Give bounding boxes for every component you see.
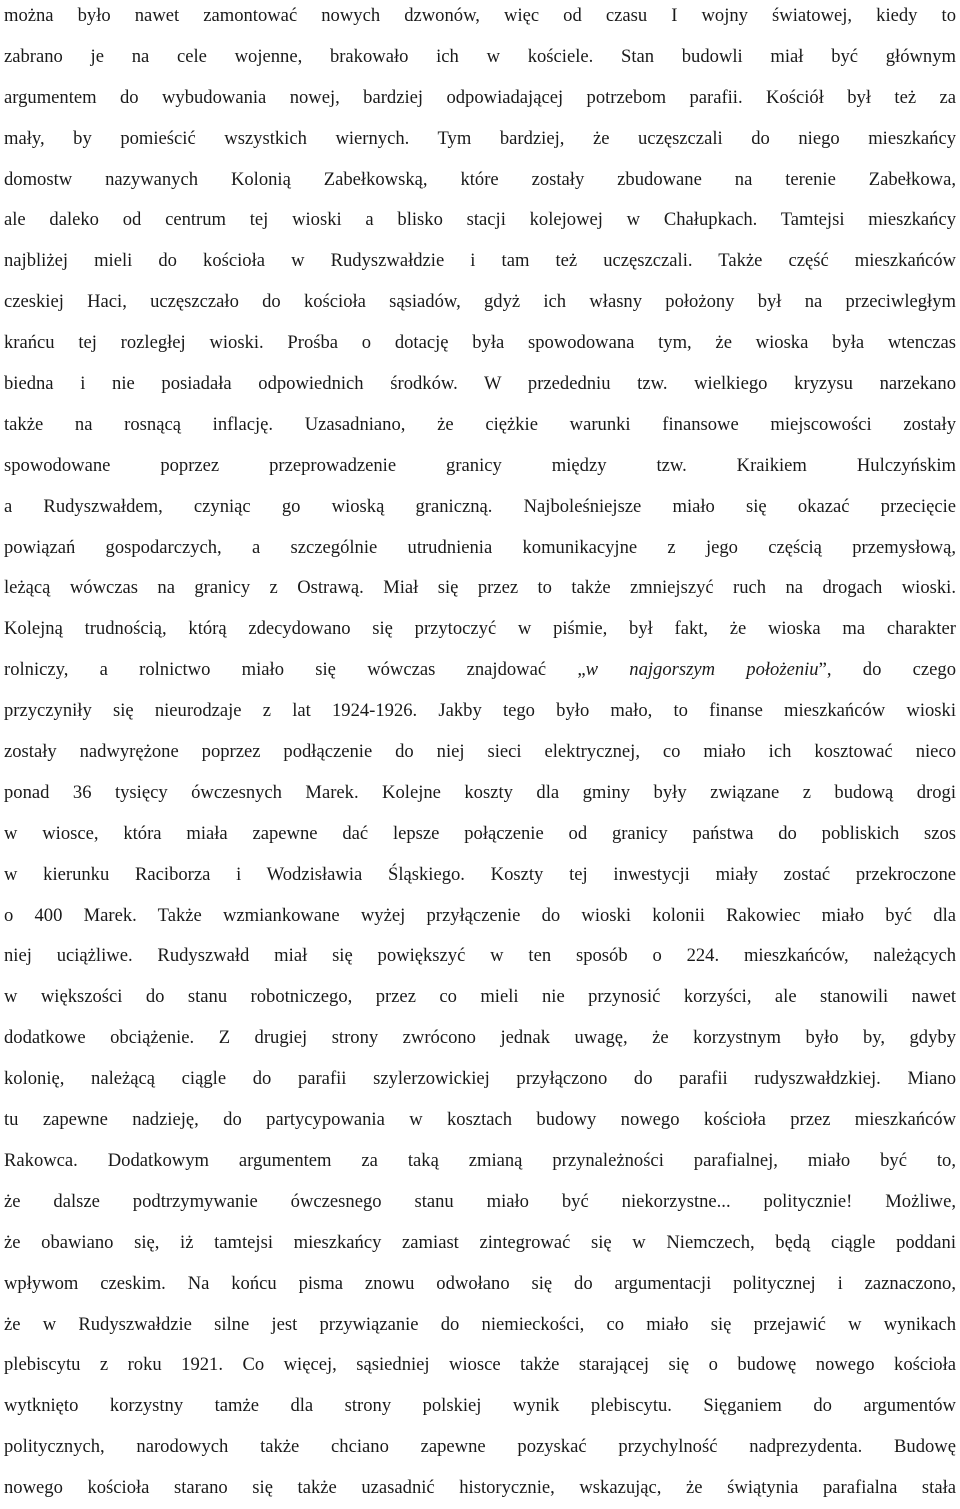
quote-lead-text: rolniczy, a rolnictwo miało się wówczas znajdować „ xyxy=(4,659,586,681)
text-line: zostały nadwyrężone poprzez podłączenie do niej sieci elektrycznej, co miało ich kosztować nieco xyxy=(4,741,956,763)
quote-trail-text: ”, do czego xyxy=(818,659,956,681)
quoted-italic-text: w najgorszym położeniu xyxy=(585,659,819,681)
text-line: że w Rudyszwałdzie silne jest przywiązanie do niemieckości, co miało się przejawić w wynikach xyxy=(4,1313,956,1335)
text-line: spowodowane poprzez przeprowadzenie granicy między tzw. Kraikiem Hulczyńskim xyxy=(4,454,956,476)
text-line: krańcu tej rozległej wioski. Prośba o dotację była spowodowana tym, że wioska była wtenczas xyxy=(4,332,956,354)
text-line: ale daleko od centrum tej wioski a blisko stacji kolejowej w Chałupkach. Tamtejsi mieszkańcy xyxy=(4,209,956,231)
text-line-with-quote xyxy=(4,650,956,691)
text-line: a Rudyszwałdem, czyniąc go wioską graniczną. Najboleśniejsze miało się okazać przecięcie xyxy=(4,495,956,517)
text-line: tu zapewne nadzieję, do partycypowania w kosztach budowy nowego kościoła przez mieszkańców xyxy=(4,1109,956,1131)
text-line: ponad 36 tysięcy ówczesnych Marek. Kolejne koszty dla gminy były związane z budową drogi xyxy=(4,781,956,803)
text-line: w wiosce, która miała zapewne dać lepsze połączenie od granicy państwa do pobliskich szos xyxy=(4,822,956,844)
text-line: nowego kościoła starano się także uzasadnić historycznie, wskazując, że świątynia parafialna stała xyxy=(4,1477,956,1499)
text-line: plebiscytu z roku 1921. Co więcej, sąsiedniej wiosce także starającej się o budowę nowego kościoła xyxy=(4,1354,956,1376)
text-line: kolonię, należącą ciągle do parafii szylerzowickiej przyłączono do parafii rudyszwałdzkiej. Miano xyxy=(4,1068,956,1090)
text-line: biedna i nie posiadała odpowiednich środków. W przededniu tzw. wielkiego kryzysu narzekano xyxy=(4,373,956,395)
text-line: o 400 Marek. Także wzmiankowane wyżej przyłączenie do wioski kolonii Rakowiec miało być dla xyxy=(4,904,956,926)
text-line: czeskiej Haci, uczęszczało do kościoła sąsiadów, gdyż ich własny położony był na przeciwległym xyxy=(4,291,956,313)
text-line: można było nawet zamontować nowych dzwonów, więc od czasu I wojny światowej, kiedy to xyxy=(4,5,956,26)
document-page xyxy=(4,0,956,1509)
text-line: dodatkowe obciążenie. Z drugiej strony zwrócono jednak uwagę, że korzystnym było by, gdyby xyxy=(4,1027,956,1049)
text-line: zabrano je na cele wojenne, brakowało ich w kościele. Stan budowli miał być głównym xyxy=(4,45,956,67)
text-line: przyczyniły się nieurodzaje z lat 1924-1926. Jakby tego było mało, to finanse mieszkańców wioski xyxy=(4,700,956,722)
text-line: że obawiano się, iż tamtejsi mieszkańcy zamiast zintegrować się w Niemczech, będą ciągle poddani xyxy=(4,1231,956,1253)
text-line: domostw nazywanych Kolonią Zabełkowską, które zostały zbudowane na terenie Zabełkowa, xyxy=(4,168,956,190)
text-line: także na rosnącą inflację. Uzasadniano, że ciężkie warunki finansowe miejscowości zostały xyxy=(4,413,956,435)
text-line: że dalsze podtrzymywanie ówczesnego stanu miało być niekorzystne... politycznie! Możliwe, xyxy=(4,1190,956,1212)
text-line: najbliżej mieli do kościoła w Rudyszwałdzie i tam też uczęszczali. Także część mieszkańców xyxy=(4,250,956,272)
text-line: wpływom czeskim. Na końcu pisma znowu odwołano się do argumentacji politycznej i zaznaczono, xyxy=(4,1272,956,1294)
text-line: Kolejną trudnością, którą zdecydowano się przytoczyć w piśmie, był fakt, że wioska ma charakter xyxy=(4,618,956,640)
text-line: wytknięto korzystny tamże dla strony polskiej wynik plebiscytu. Sięganiem do argumentów xyxy=(4,1395,956,1417)
text-line: powiązań gospodarczych, a szczególnie utrudnienia komunikacyjne z jego częścią przemysłową, xyxy=(4,536,956,558)
text-line: mały, by pomieścić wszystkich wiernych. Tym bardziej, że uczęszczali do niego mieszkańcy xyxy=(4,127,956,149)
text-line: w większości do stanu robotniczego, przez co mieli nie przynosić korzyści, ale stanowili nawet xyxy=(4,986,956,1008)
text-line: leżącą wówczas na granicy z Ostrawą. Miał się przez to także zmniejszyć ruch na drogach wioski. xyxy=(4,577,956,599)
text-line: niej uciążliwe. Rudyszwałd miał się powiększyć w ten sposób o 224. mieszkańców, należących xyxy=(4,945,956,967)
text-line: politycznych, narodowych także chciano zapewne pozyskać przychylność nadprezydenta. Budowę xyxy=(4,1436,956,1458)
text-line: w kierunku Raciborza i Wodzisławia Śląskiego. Koszty tej inwestycji miały zostać przekroczone xyxy=(4,863,956,885)
text-line: argumentem do wybudowania nowej, bardziej odpowiadającej potrzebom parafii. Kościół był też za xyxy=(4,86,956,108)
text-line: Rakowca. Dodatkowym argumentem za taką zmianą przynależności parafialnej, miało być to, xyxy=(4,1149,956,1171)
